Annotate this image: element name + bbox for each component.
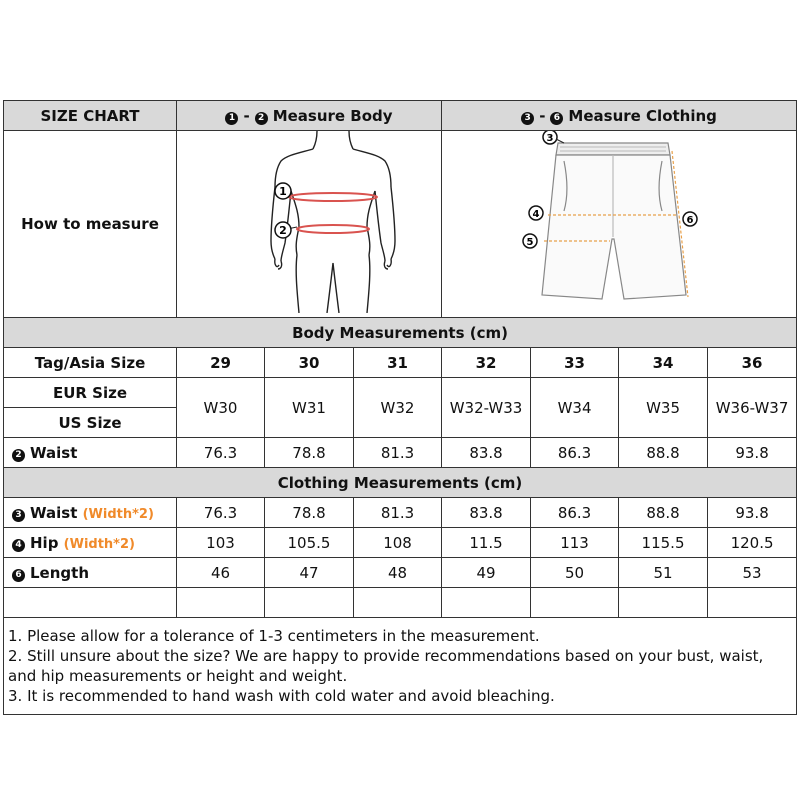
value-cell: 115.5 bbox=[619, 528, 708, 558]
eur-us-cell: W32 bbox=[354, 378, 442, 438]
body-figure-icon bbox=[177, 131, 485, 313]
value-cell: 50 bbox=[531, 558, 619, 588]
marker-icon: 6 bbox=[12, 569, 25, 582]
value-cell: 86.3 bbox=[531, 438, 619, 468]
tag-size-label: Tag/Asia Size bbox=[4, 348, 177, 378]
eur-us-cell: W36-W37 bbox=[708, 378, 797, 438]
how-to-measure-label: How to measure bbox=[4, 131, 177, 318]
size-cell: 34 bbox=[619, 348, 708, 378]
value-cell: 93.8 bbox=[708, 438, 797, 468]
width-note: (Width*2) bbox=[82, 506, 154, 522]
marker-icon: 1 bbox=[225, 112, 238, 125]
table-row-length bbox=[4, 558, 797, 588]
eur-us-cell: W30 bbox=[177, 378, 265, 438]
shorts-marker-label: 4 bbox=[532, 209, 540, 220]
body-measurements-title: Body Measurements (cm) bbox=[4, 318, 797, 348]
shorts-illustration bbox=[442, 131, 797, 318]
table-row-empty bbox=[4, 588, 797, 618]
body-waist-label: 2 Waist bbox=[4, 438, 177, 468]
notes-section bbox=[4, 618, 797, 715]
shorts-marker-label: 5 bbox=[526, 237, 534, 248]
value-cell: 86.3 bbox=[531, 498, 619, 528]
eur-us-cell: W35 bbox=[619, 378, 708, 438]
value-cell: 48 bbox=[354, 558, 442, 588]
value-cell: 120.5 bbox=[708, 528, 797, 558]
value-cell: 78.8 bbox=[265, 438, 354, 468]
value-cell: 103 bbox=[177, 528, 265, 558]
value-cell: 51 bbox=[619, 558, 708, 588]
table-row-clothing-waist bbox=[4, 498, 797, 528]
note-item: 2. Still unsure about the size? We are happy to provide recommendations based on your bust, waist, and hip measurements or height and weight. bbox=[8, 647, 764, 685]
table-row-hip bbox=[4, 528, 797, 558]
value-cell: 53 bbox=[708, 558, 797, 588]
eur-us-cell: W31 bbox=[265, 378, 354, 438]
empty-cell bbox=[531, 588, 619, 618]
marker-icon: 4 bbox=[12, 539, 25, 552]
eur-size-label: EUR Size bbox=[4, 378, 177, 408]
table-row-eur-size bbox=[4, 378, 797, 408]
body-marker-label: 2 bbox=[279, 224, 287, 237]
marker-icon: 6 bbox=[550, 112, 563, 125]
empty-cell bbox=[354, 588, 442, 618]
size-chart-title: SIZE CHART bbox=[4, 101, 177, 131]
value-cell: 108 bbox=[354, 528, 442, 558]
body-marker-label: 1 bbox=[279, 185, 287, 198]
size-chart-table bbox=[3, 100, 797, 715]
shorts-icon bbox=[464, 131, 774, 313]
size-cell: 29 bbox=[177, 348, 265, 378]
value-cell: 49 bbox=[442, 558, 531, 588]
shorts-marker-label: 3 bbox=[546, 133, 554, 144]
empty-cell bbox=[265, 588, 354, 618]
clothing-measurements-title: Clothing Measurements (cm) bbox=[4, 468, 797, 498]
us-size-label: US Size bbox=[4, 408, 177, 438]
shorts-marker-label: 6 bbox=[686, 215, 694, 226]
eur-us-cell: W32-W33 bbox=[442, 378, 531, 438]
value-cell: 11.5 bbox=[442, 528, 531, 558]
empty-cell bbox=[4, 588, 177, 618]
eur-us-cell: W34 bbox=[531, 378, 619, 438]
empty-cell bbox=[442, 588, 531, 618]
value-cell: 78.8 bbox=[265, 498, 354, 528]
hip-label: 4 Hip (Width*2) bbox=[4, 528, 177, 558]
measure-body-header: 1 - 2 Measure Body bbox=[177, 101, 442, 131]
empty-cell bbox=[708, 588, 797, 618]
value-cell: 81.3 bbox=[354, 498, 442, 528]
value-cell: 88.8 bbox=[619, 438, 708, 468]
marker-icon: 3 bbox=[12, 509, 25, 522]
size-cell: 32 bbox=[442, 348, 531, 378]
table-row-body-waist bbox=[4, 438, 797, 468]
size-cell: 36 bbox=[708, 348, 797, 378]
measure-clothing-header: 3 - 6 Measure Clothing bbox=[442, 101, 797, 131]
value-cell: 83.8 bbox=[442, 498, 531, 528]
value-cell: 83.8 bbox=[442, 438, 531, 468]
value-cell: 81.3 bbox=[354, 438, 442, 468]
note-item: 1. Please allow for a tolerance of 1-3 centimeters in the measurement. bbox=[8, 627, 540, 645]
body-illustration bbox=[177, 131, 442, 318]
value-cell: 47 bbox=[265, 558, 354, 588]
note-item: 3. It is recommended to hand wash with cold water and avoid bleaching. bbox=[8, 687, 555, 705]
empty-cell bbox=[177, 588, 265, 618]
empty-cell bbox=[619, 588, 708, 618]
value-cell: 46 bbox=[177, 558, 265, 588]
width-note: (Width*2) bbox=[63, 536, 135, 552]
table-row-tag-size bbox=[4, 348, 797, 378]
value-cell: 113 bbox=[531, 528, 619, 558]
clothing-waist-label: 3 Waist (Width*2) bbox=[4, 498, 177, 528]
size-cell: 33 bbox=[531, 348, 619, 378]
marker-icon: 2 bbox=[12, 449, 25, 462]
value-cell: 105.5 bbox=[265, 528, 354, 558]
size-cell: 31 bbox=[354, 348, 442, 378]
marker-icon: 3 bbox=[521, 112, 534, 125]
value-cell: 76.3 bbox=[177, 498, 265, 528]
length-label: 6 Length bbox=[4, 558, 177, 588]
marker-icon: 2 bbox=[255, 112, 268, 125]
value-cell: 93.8 bbox=[708, 498, 797, 528]
size-cell: 30 bbox=[265, 348, 354, 378]
value-cell: 88.8 bbox=[619, 498, 708, 528]
value-cell: 76.3 bbox=[177, 438, 265, 468]
